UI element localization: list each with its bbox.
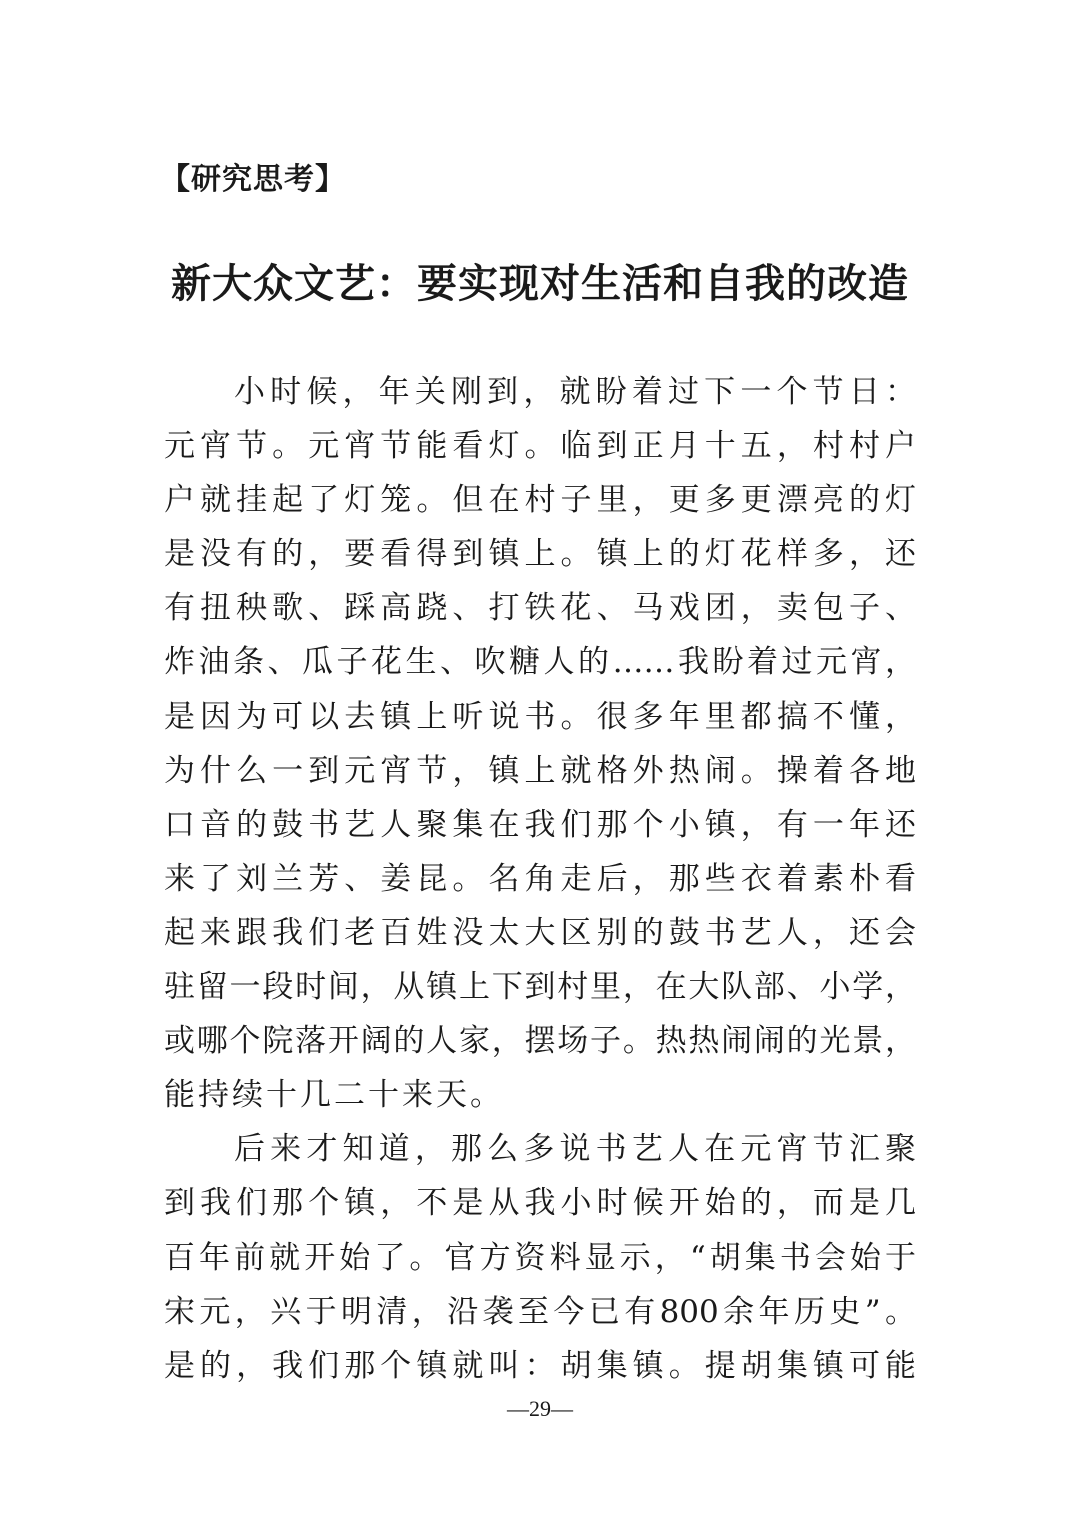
body-line: 是因为可以去镇上听说书。很多年里都搞不懂，	[164, 698, 916, 735]
body-line: 小时候，年关刚到，就盼着过下一个节日：	[234, 374, 916, 410]
body-line: 到我们那个镇，不是从我小时候开始的，而是几	[164, 1185, 916, 1222]
body-line: 是没有的，要看得到镇上。镇上的灯花样多，还	[164, 536, 916, 573]
body-line: 元宵节。元宵节能看灯。临到正月十五，村村户	[164, 428, 916, 465]
article-title: 新大众文艺：要实现对生活和自我的改造	[171, 260, 909, 307]
body-line: 来了刘兰芳、姜昆。名角走后，那些衣着素朴看	[164, 860, 916, 897]
body-line: 能持续十几二十来天。	[164, 1077, 504, 1114]
body-line: 后来才知道，那么多说书艺人在元宵节汇聚	[234, 1131, 916, 1168]
body-line: 户就挂起了灯笼。但在村子里，更多更漂亮的灯	[164, 482, 916, 519]
body-line: 或哪个院落开阔的人家，摆场子。热热闹闹的光景，	[164, 1023, 916, 1060]
article-body	[164, 365, 916, 1393]
body-line: 是的，我们那个镇就叫：胡集镇。提胡集镇可能	[164, 1347, 916, 1384]
body-line: 驻留一段时间，从镇上下到村里，在大队部、小学，	[164, 969, 916, 1006]
body-line: 口音的鼓书艺人聚集在我们那个小镇，有一年还	[164, 806, 916, 843]
body-line: 有扭秧歌、踩高跷、打铁花、马戏团，卖包子、	[164, 590, 916, 627]
body-line: 宋元，兴于明清，沿袭至今已有800余年历史”。	[164, 1293, 916, 1330]
page-number: —29—	[507, 1396, 573, 1421]
body-line: 起来跟我们老百姓没太大区别的鼓书艺人，还会	[164, 914, 916, 951]
section-tag: 【研究思考】	[160, 162, 346, 197]
body-line: 为什么一到元宵节，镇上就格外热闹。操着各地	[164, 752, 916, 789]
body-line: 炸油条、瓜子花生、吹糖人的……我盼着过元宵，	[164, 644, 916, 681]
body-line: 百年前就开始了。官方资料显示，“胡集书会始于	[164, 1239, 916, 1276]
